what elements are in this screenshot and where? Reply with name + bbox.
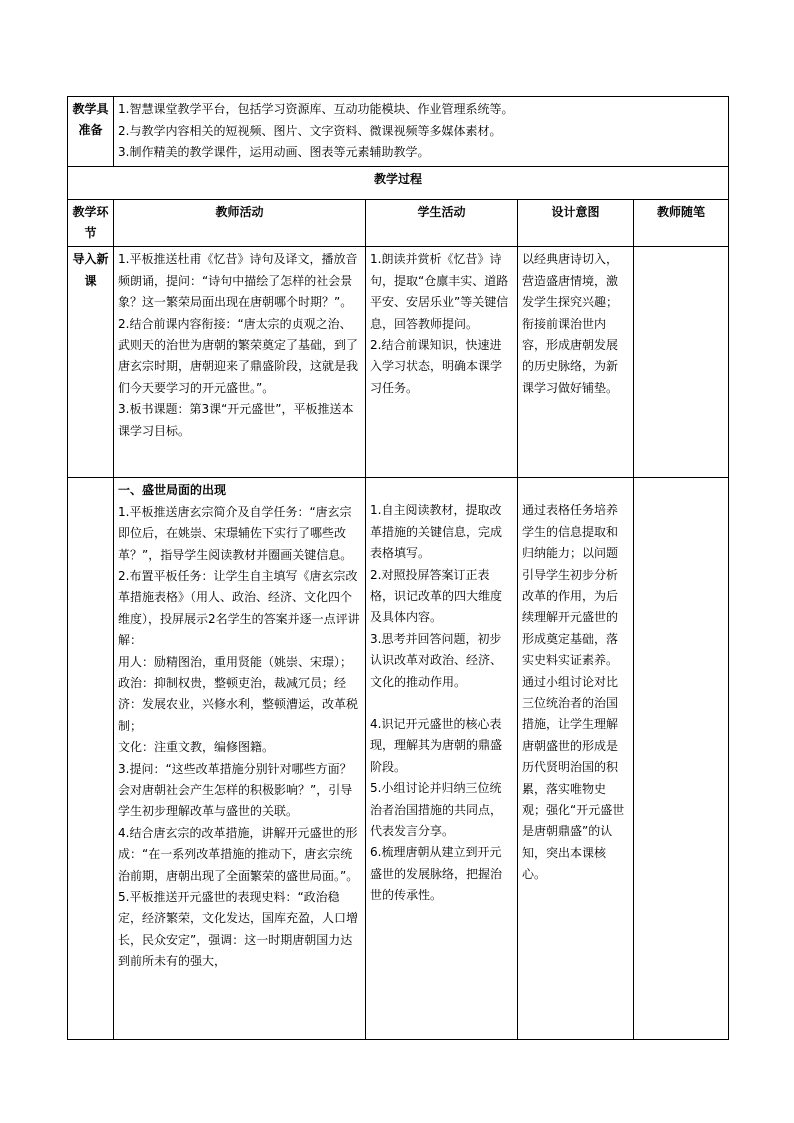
header-row: [68, 199, 729, 247]
student-activity-prosperity: [366, 478, 518, 1040]
prep-item: 1.智慧课堂教学平台，包括学习资源库、互动功能模块、作业管理系统等。: [118, 102, 514, 116]
section-title: 一、盛世局面的出现: [118, 483, 227, 498]
header-stage: 教学环节: [68, 199, 114, 247]
prep-item: 3.制作精美的教学课件，运用动画、图表等元素辅助教学。: [118, 145, 430, 159]
teacher-step: 3.提问：“这些改革措施分别针对哪些方面？会对唐朝社会产生怎样的积极影响？”，引导学生初步理解改革与盛世的关联。: [118, 761, 353, 819]
header-student: 学生活动: [366, 199, 518, 247]
header-teacher: 教师活动: [114, 199, 366, 247]
teacher-step: 1.平板推送唐玄宗简介及自学任务：“唐玄宗即位后，在姚崇、宋璟辅佐下实行了哪些改革？”，指导学生阅读教材并圈画关键信息。: [118, 504, 353, 562]
student-step: 4.识记开元盛世的核心表现，理解其为唐朝的鼎盛阶段。: [370, 716, 503, 774]
prosperity-row: [68, 478, 729, 1040]
student-step: 1.朗读并赏析《忆昔》诗句，提取“仓廪丰实、道路平安、安居乐业”等关键信息，回答教师提问。: [370, 252, 509, 331]
student-step: 1.自主阅读教材，提取改革措施的关键信息，完成表格填写。: [370, 503, 503, 561]
student-step: 3.思考并回答问题，初步认识改革对政治、经济、文化的推动作用。: [370, 631, 503, 689]
intro-row: [68, 247, 729, 478]
teacher-step: 2.布置平板任务：让学生自主填写《唐玄宗改革措施表格》（用人、政治、经济、文化四个维度），投屏展示2名学生的答案并逐一点评讲解：: [118, 568, 360, 648]
teacher-notes-prosperity: [634, 478, 729, 1040]
teacher-step: 5.平板推送开元盛世的表现史料：“政治稳定，经济繁荣，文化发达，国库充盈，人口增长，民众安定”，强调：这一时期唐朝国力达到前所未有的强大，: [118, 890, 359, 969]
prep-label: 教学具准备: [68, 97, 114, 167]
prep-content: [114, 97, 729, 167]
design-intent-prosperity: 通过表格任务培养学生的信息提取和归纳能力；以问题引导学生初步分析改革的作用，为后续理解开元盛世的形成奠定基础，落实史料实证素养。通过小组讨论对比三位统治者的治国措施，让学生理解唐朝盛世的形成是历代贤明治国的积累，落实唯物史观；强化“开元盛世是唐朝鼎盛”的认知，突出本课核心。: [518, 478, 634, 1040]
teacher-step: 文化：注重文教，编修图籍。: [118, 740, 275, 755]
prep-item: 2.与教学内容相关的短视频、图片、文字资料、微课视频等多媒体素材。: [118, 123, 502, 138]
header-notes: 教师随笔: [634, 199, 729, 247]
prep-row: [68, 97, 729, 167]
student-step: 5.小组讨论并归纳三位统治者治国措施的共同点，代表发言分享。: [370, 781, 503, 838]
header-intent: 设计意图: [518, 199, 634, 247]
teacher-step: 3.板书课题：第3课“开元盛世”，平板推送本课学习目标。: [118, 402, 354, 438]
teacher-step: 1.平板推送杜甫《忆昔》诗句及译文，播放音频朗诵，提问：“诗句中描绘了怎样的社会景象？这一繁荣局面出现在唐朝哪个时期？”。: [118, 252, 358, 310]
spacer: [370, 693, 513, 714]
design-intent-intro: 以经典唐诗切入，营造盛唐情境，激发学生探究兴趣；衔接前课治世内容，形成唐朝发展的历史脉络，为新课学习做好铺垫。: [518, 247, 634, 478]
student-step: 2.对照投屏答案订正表格，识记改革的四大维度及具体内容。: [370, 567, 503, 625]
teacher-step: 4.结合唐玄宗的改革措施，讲解开元盛世的形成：“在一系列改革措施的推动下，唐玄宗统治前期，唐朝出现了全面繁荣的盛世局面。”。: [118, 825, 359, 883]
student-activity-intro: [366, 247, 518, 478]
teacher-activity-intro: [114, 247, 366, 478]
student-step: 6.梳理唐朝从建立到开元盛世的发展脉络，把握治世的传承性。: [370, 845, 503, 903]
process-title-row: [68, 166, 729, 199]
lesson-plan-table: [67, 96, 729, 1040]
stage-intro: 导入新课: [68, 247, 114, 478]
teacher-notes-intro: [634, 247, 729, 478]
process-title: 教学过程: [68, 166, 729, 199]
teacher-activity-prosperity: [114, 478, 366, 1040]
stage-prosperity: [68, 478, 114, 1040]
student-step: 2.结合前课知识，快速进入学习状态，明确本课学习任务。: [370, 337, 503, 395]
teacher-step: 2.结合前课内容衔接：“唐太宗的贞观之治、武则天的治世为唐朝的繁荣奠定了基础，到了唐玄宗时期，唐朝迎来了鼎盛阶段，这就是我们今天要学习的开元盛世。”。: [118, 316, 359, 395]
teacher-step: 用人：励精图治，重用贤能（姚崇、宋璟）；: [118, 654, 353, 669]
teacher-step: 政治：抑制权贵，整顿吏治，裁减冗员；经济：发展农业，兴修水利，整顿漕运，改革税制；: [118, 675, 359, 733]
